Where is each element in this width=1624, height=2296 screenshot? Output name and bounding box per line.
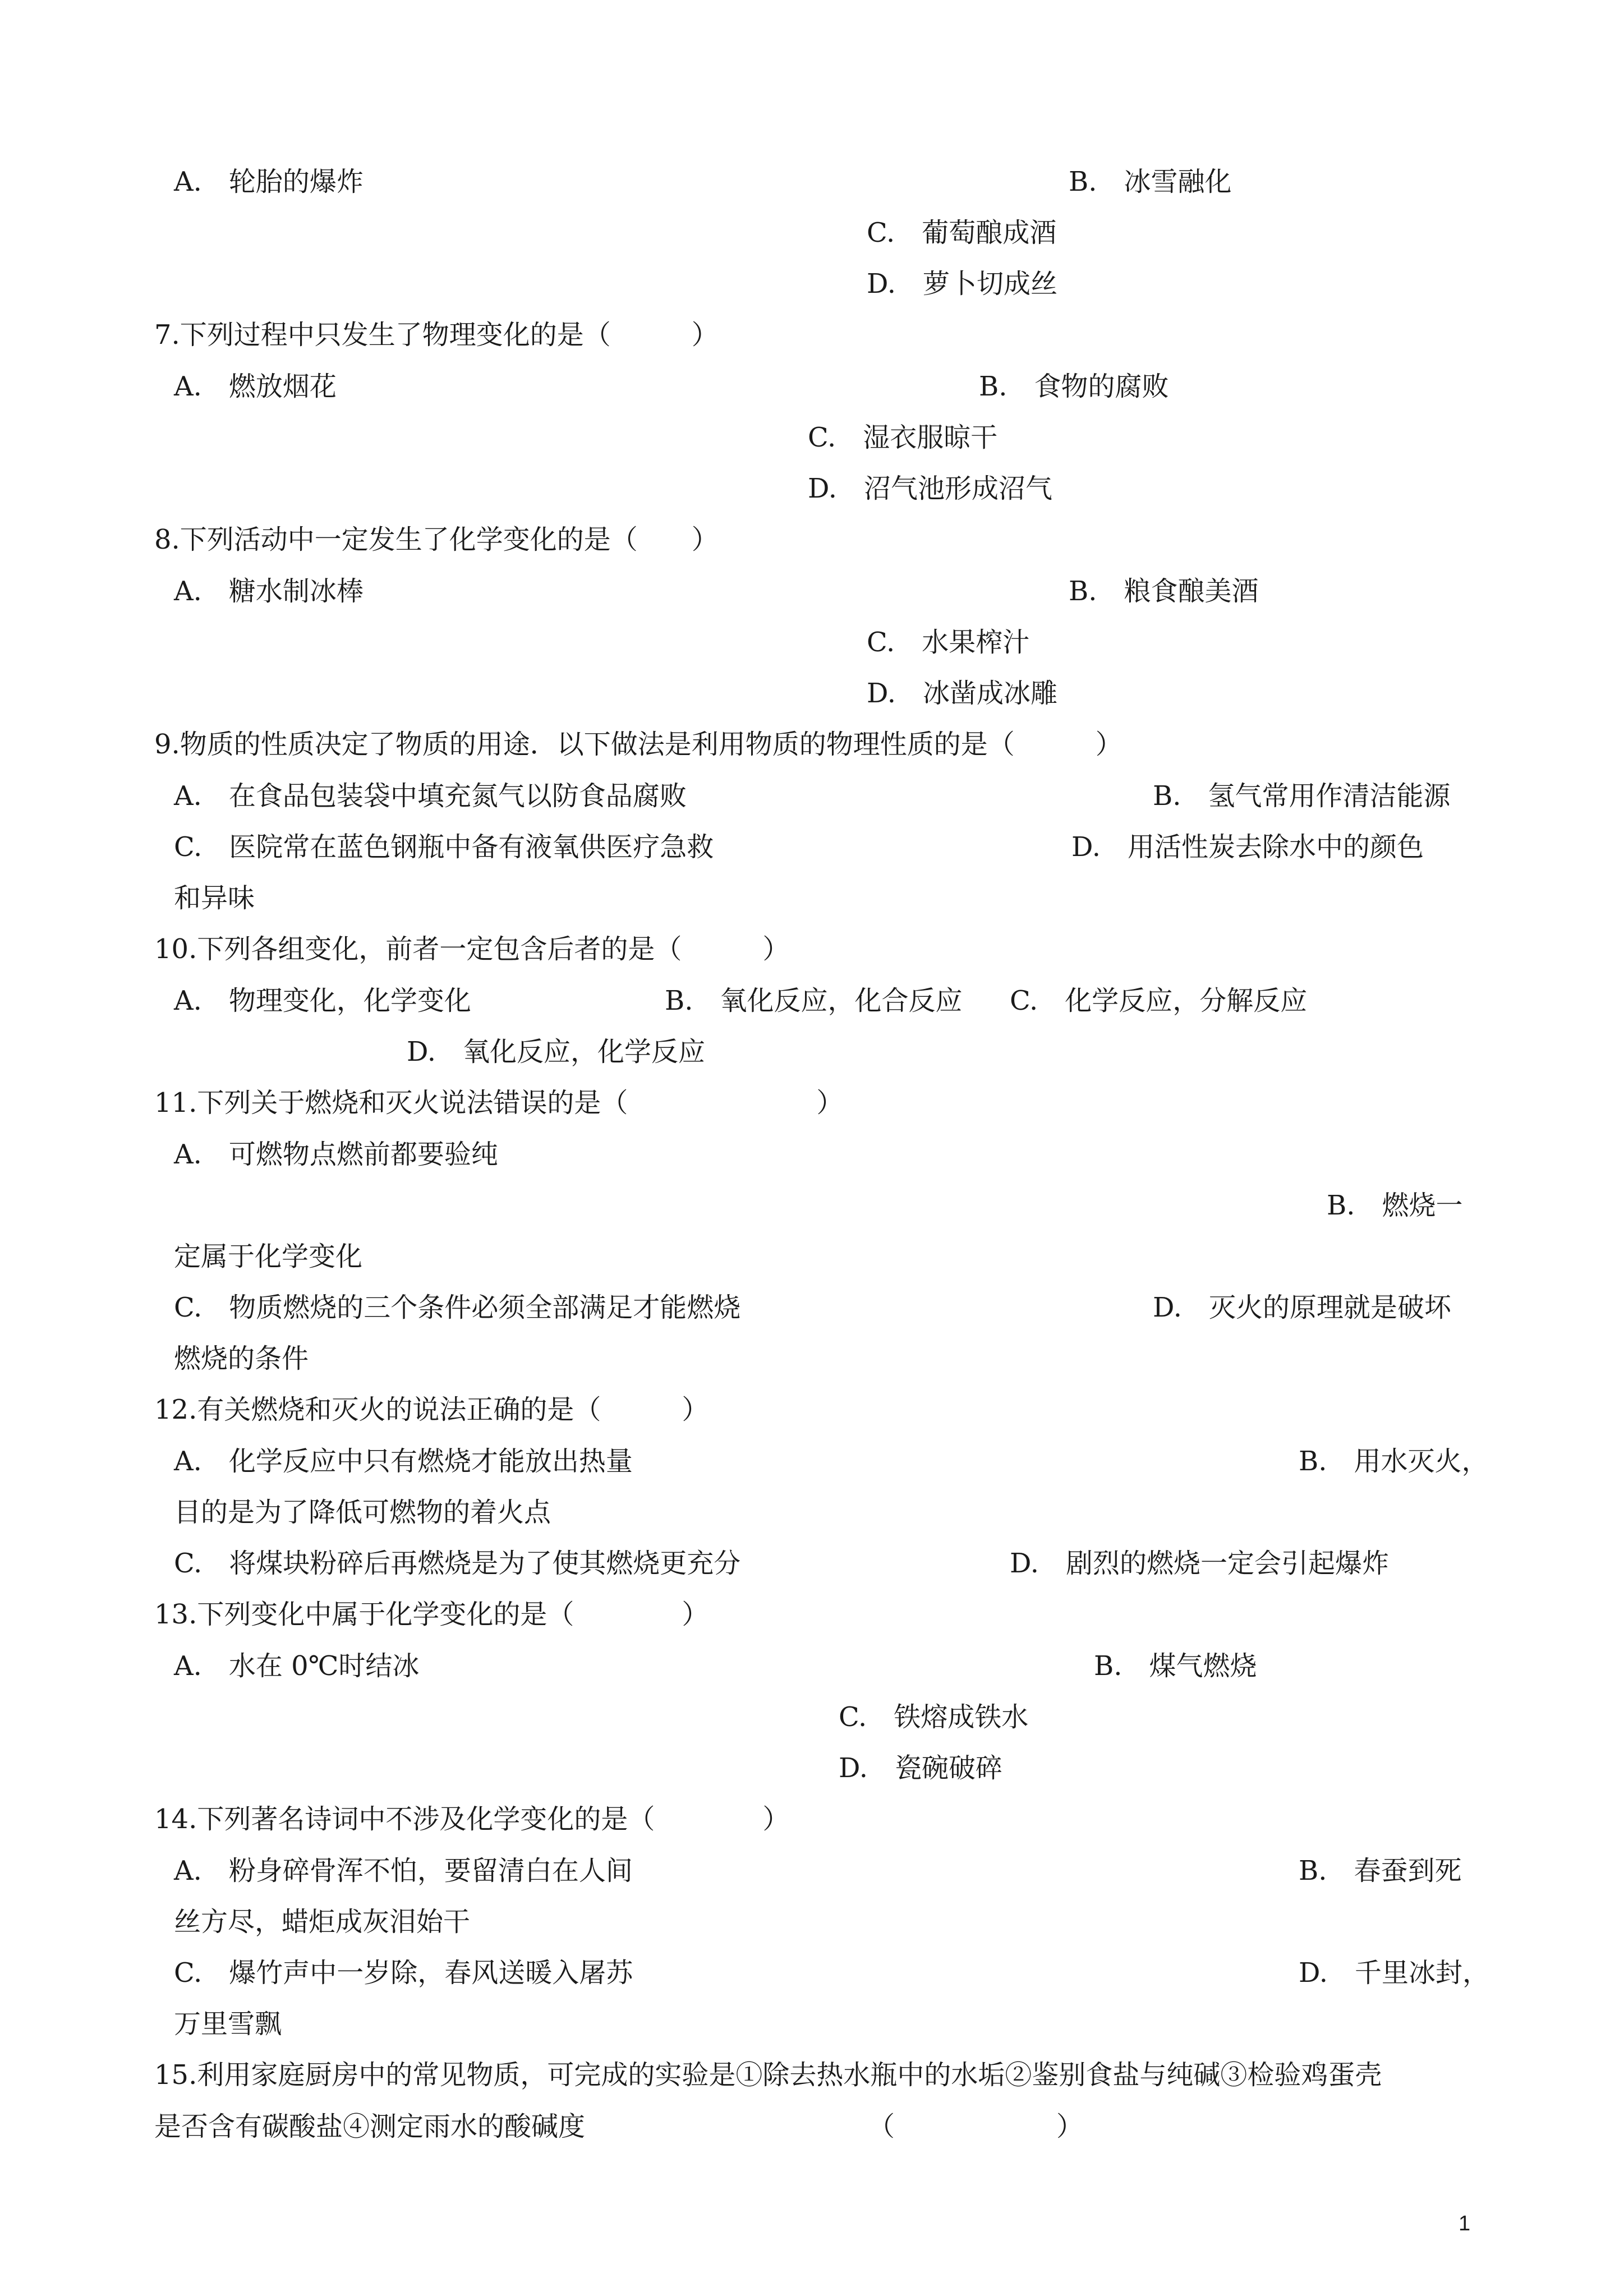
- q7-option-b: B. 食物的腐败: [979, 371, 1169, 402]
- q8-option-b: B. 粮食酿美酒: [1069, 576, 1259, 607]
- q9-option-c: C. 医院常在蓝色钢瓶中备有液氧供医疗急救: [174, 831, 714, 863]
- q6-option-c: C. 葡萄酿成酒: [867, 217, 1057, 249]
- question-14: 14.下列著名诗词中不涉及化学变化的是（ ）: [154, 1803, 790, 1835]
- q10-option-d: D. 氧化反应，化学反应: [407, 1036, 706, 1068]
- question-8: 8.下列活动中一定发生了化学变化的是（ ）: [154, 524, 719, 555]
- q8-option-a: A. 糖水制冰棒: [174, 576, 364, 607]
- q12-option-d: D. 剧烈的燃烧一定会引起爆炸: [1010, 1548, 1390, 1579]
- q14-option-d-continued: 万里雪飘: [174, 2008, 282, 2040]
- page-number: 1: [1459, 2212, 1471, 2235]
- q11-option-c: C. 物质燃烧的三个条件必须全部满足才能燃烧: [174, 1292, 741, 1323]
- question-15-continued: 是否含有碳酸盐④测定雨水的酸碱度 （ ）: [154, 2111, 1084, 2142]
- q11-option-d-continued: 燃烧的条件: [174, 1343, 309, 1374]
- q6-option-b: B. 冰雪融化: [1069, 166, 1232, 197]
- question-9: 9.物质的性质决定了物质的用途．以下做法是利用物质的物理性质的是（ ）: [154, 729, 1122, 760]
- q10-option-c: C. 化学反应，分解反应: [1010, 985, 1308, 1016]
- q7-option-a: A. 燃放烟花: [174, 371, 337, 402]
- q8-option-c: C. 水果榨汁: [867, 627, 1030, 658]
- q12-option-a: A. 化学反应中只有燃烧才能放出热量: [174, 1446, 633, 1477]
- q14-option-c: C. 爆竹声中一岁除，春风送暖入屠苏: [174, 1957, 633, 1989]
- q13-option-c: C. 铁熔成铁水: [839, 1701, 1029, 1733]
- q12-option-b: B. 用水灭火，: [1299, 1446, 1489, 1477]
- q7-option-c: C. 湿衣服晾干: [808, 422, 998, 453]
- q9-option-d: D. 用活性炭去除水中的颜色: [1071, 831, 1424, 863]
- q9-option-a: A. 在食品包装袋中填充氮气以防食品腐败: [174, 780, 687, 812]
- q11-option-d: D. 灭火的原理就是破坏: [1153, 1292, 1452, 1323]
- question-10: 10.下列各组变化，前者一定包含后者的是（ ）: [154, 933, 790, 965]
- q13-option-a: A. 水在 0℃时结冰: [174, 1650, 420, 1682]
- q14-option-b: B. 春蚕到死: [1299, 1855, 1462, 1887]
- question-11: 11.下列关于燃烧和灭火说法错误的是（ ）: [154, 1087, 844, 1119]
- question-7: 7.下列过程中只发生了物理变化的是（ ）: [154, 319, 719, 351]
- question-15: 15.利用家庭厨房中的常见物质，可完成的实验是①除去热水瓶中的水垢②鉴别食盐与纯碱③检验鸡蛋壳: [154, 2059, 1382, 2091]
- q11-option-b: B. 燃烧一: [1327, 1190, 1463, 1221]
- q10-option-a: A. 物理变化，化学变化: [174, 985, 471, 1016]
- q11-option-b-continued: 定属于化学变化: [174, 1241, 363, 1272]
- q9-option-d-continued: 和异味: [174, 882, 255, 914]
- q14-option-b-continued: 丝方尽，蜡炬成灰泪始干: [174, 1906, 471, 1938]
- question-13: 13.下列变化中属于化学变化的是（ ）: [154, 1599, 709, 1630]
- q13-option-d: D. 瓷碗破碎: [839, 1752, 1003, 1784]
- question-12: 12.有关燃烧和灭火的说法正确的是（ ）: [154, 1394, 709, 1425]
- q9-option-b: B. 氢气常用作清洁能源: [1153, 780, 1451, 812]
- q14-option-a: A. 粉身碎骨浑不怕，要留清白在人间: [174, 1855, 633, 1887]
- q14-option-d: D. 千里冰封，: [1299, 1957, 1490, 1989]
- q10-option-b: B. 氧化反应，化合反应: [665, 985, 963, 1016]
- q7-option-d: D. 沼气池形成沼气: [808, 473, 1053, 504]
- q6-option-d: D. 萝卜切成丝: [867, 268, 1058, 300]
- q8-option-d: D. 冰凿成冰雕: [867, 678, 1058, 709]
- q11-option-a: A. 可燃物点燃前都要验纯: [174, 1139, 498, 1170]
- q12-option-b-continued: 目的是为了降低可燃物的着火点: [174, 1497, 551, 1528]
- q6-option-a: A. 轮胎的爆炸: [174, 166, 364, 197]
- q13-option-b: B. 煤气燃烧: [1094, 1650, 1257, 1682]
- q12-option-c: C. 将煤块粉碎后再燃烧是为了使其燃烧更充分: [174, 1548, 741, 1579]
